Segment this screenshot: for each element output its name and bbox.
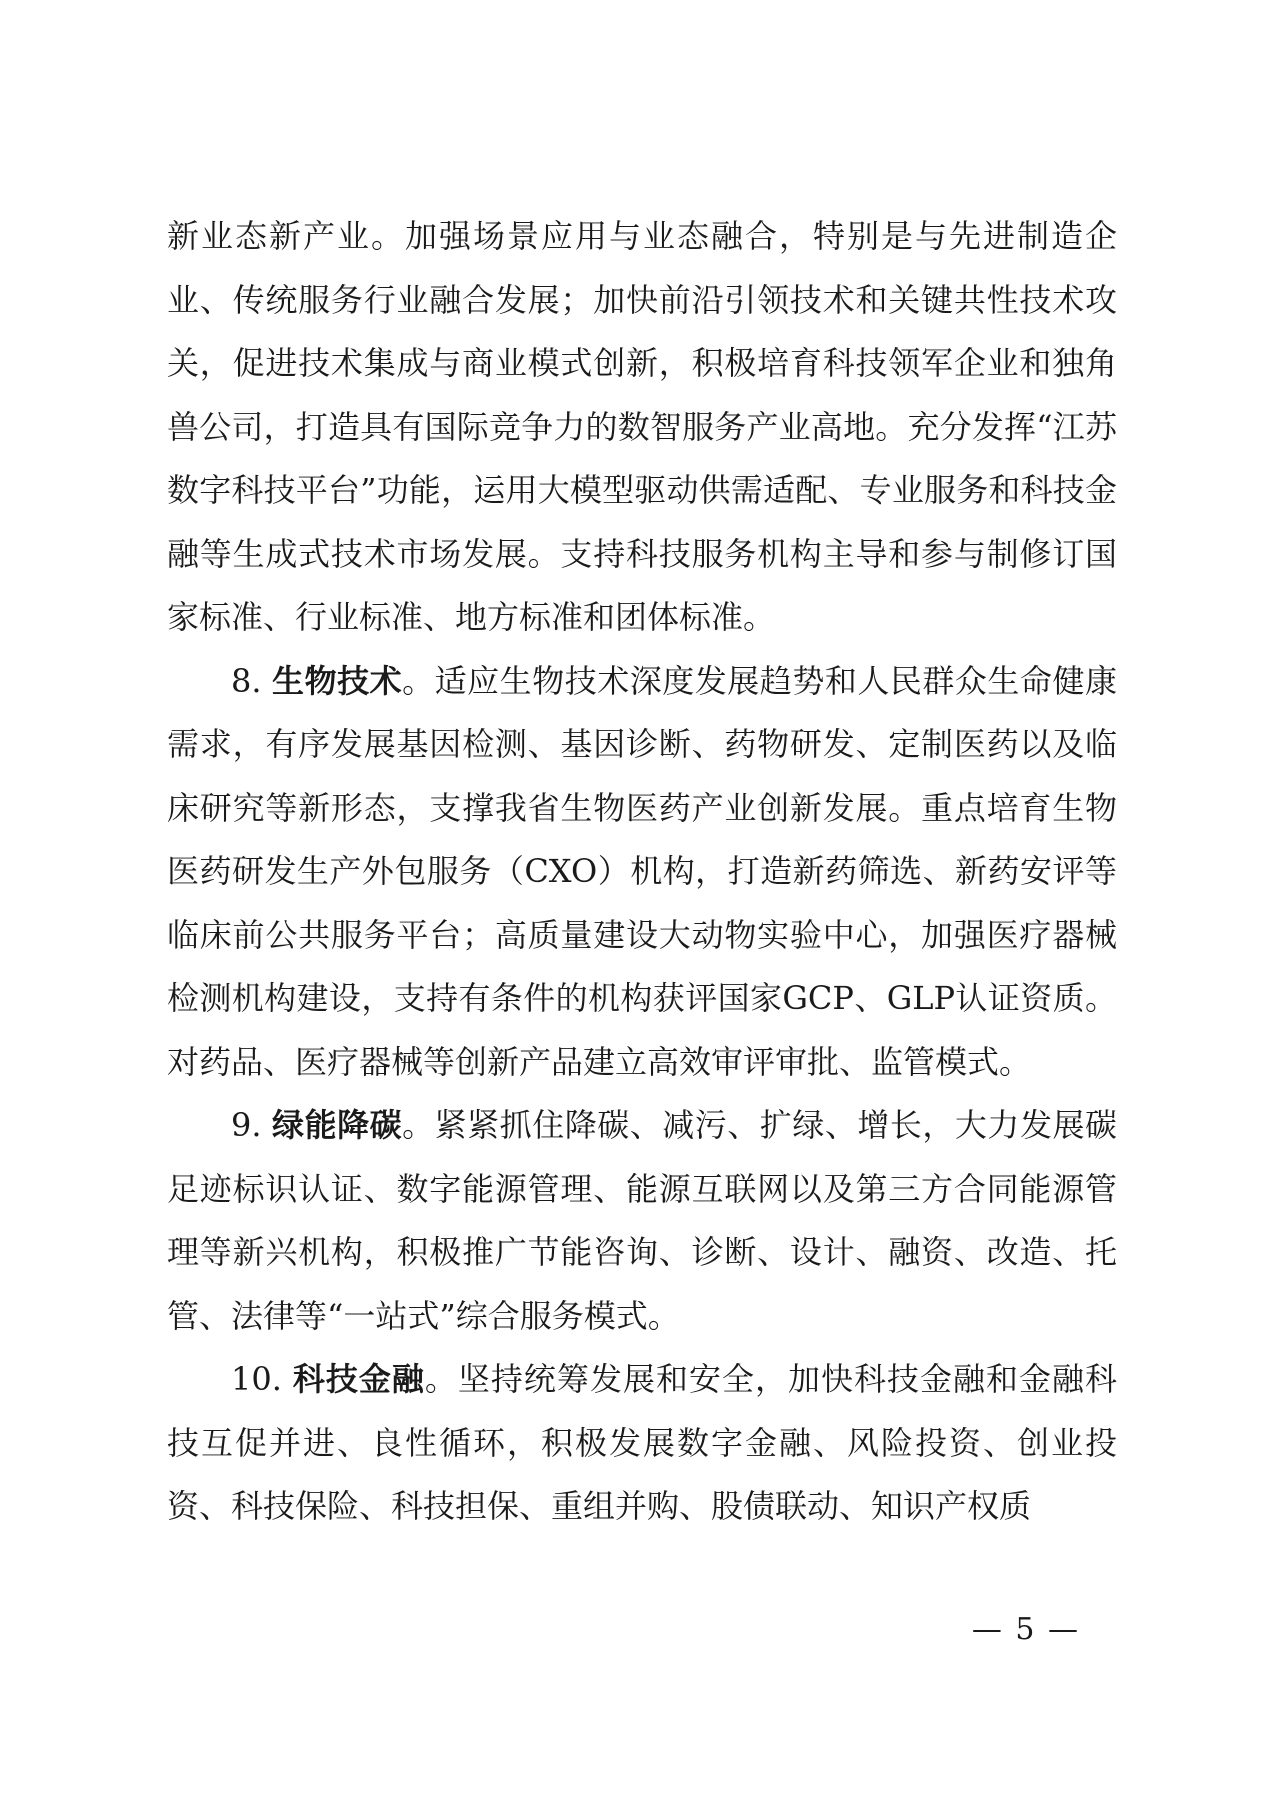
paragraph-4-heading: 科技金融 <box>291 1360 425 1398</box>
paragraph-2-number: 8. <box>231 661 262 700</box>
paragraph-2-text: 。适应生物技术深度发展趋势和人民群众生命健康需求，有序发展基因检测、基因诊断、药物研发、定制医药以及临床研究等新形态，支撑我省生物医药产业创新发展。重点培育生物医药研发生产外包服务（CXO）机构，打造新药筛选、新药安评等临床前公共服务平台；高质量建设大动物实验中心，加强医疗器械检测机构建设，支持有条件的机构获评国家GCP、GLP认证资质。对药品、医疗器械等创新产品建立高效审评审批、监管模式。 <box>167 661 1117 1081</box>
paragraph-3-text: 。紧紧抓住降碳、减污、扩绿、增长，大力发展碳足迹标识认证、数字能源管理、能源互联网以及第三方合同能源管理等新兴机构，积极推广节能咨询、诊断、设计、融资、改造、托管、法律等“一站式”综合服务模式。 <box>167 1106 1117 1335</box>
paragraph-3-number: 9. <box>231 1106 262 1144</box>
body-text <box>167 205 1117 1539</box>
paragraph-2-heading: 生物技术 <box>271 661 403 700</box>
page-number: — 5 — <box>971 1612 1080 1647</box>
paragraph-1 <box>167 205 1117 650</box>
paragraph-4 <box>167 1348 1117 1539</box>
paragraph-4-number: 10. <box>231 1360 282 1398</box>
paragraph-2 <box>167 650 1117 1095</box>
paragraph-4-text: 。坚持统筹发展和安全，加快科技金融和金融科技互促并进、良性循环，积极发展数字金融、风险投资、创业投资、科技保险、科技担保、重组并购、股债联动、知识产权质 <box>167 1360 1117 1525</box>
paragraph-3 <box>167 1094 1117 1348</box>
paragraph-3-heading: 绿能降碳 <box>271 1106 403 1144</box>
paragraph-1-text: 新业态新产业。加强场景应用与业态融合，特别是与先进制造企业、传统服务行业融合发展；加快前沿引领技术和关键共性技术攻关，促进技术集成与商业模式创新，积极培育科技领军企业和独角兽公司，打造具有国际竞争力的数智服务产业高地。充分发挥“江苏数字科技平台”功能，运用大模型驱动供需适配、专业服务和科技金融等生成式技术市场发展。支持科技服务机构主导和参与制修订国家标准、行业标准、地方标准和团体标准。 <box>167 217 1117 636</box>
